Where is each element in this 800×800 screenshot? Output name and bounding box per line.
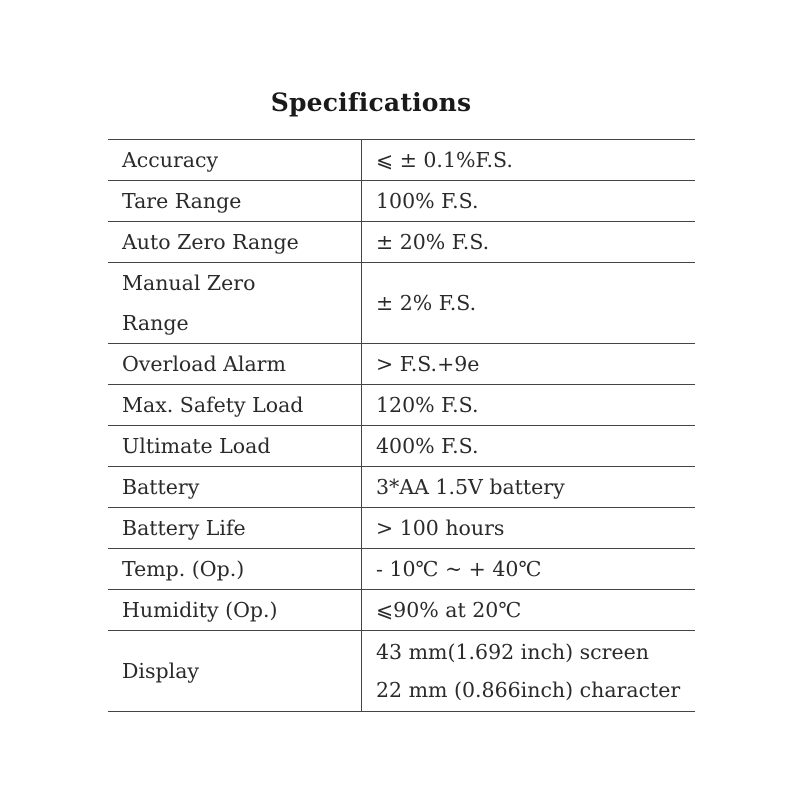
spec-value-auto-zero-range: ± 20% F.S. <box>362 222 696 263</box>
spec-label-line: Manual Zero <box>122 271 256 295</box>
specifications-table <box>108 139 695 712</box>
spec-label-line: Range <box>122 311 189 335</box>
spec-label-auto-zero-range: Auto Zero Range <box>108 222 362 263</box>
spec-value-display <box>362 631 696 712</box>
table-row <box>108 508 695 549</box>
spec-label-tare-range: Tare Range <box>108 181 362 222</box>
spec-value-humidity-op: ⩽90% at 20℃ <box>362 590 696 631</box>
spec-value-tare-range: 100% F.S. <box>362 181 696 222</box>
table-row <box>108 467 695 508</box>
page-title: Specifications <box>270 88 472 117</box>
spec-value-accuracy: ⩽ ± 0.1%F.S. <box>362 140 696 181</box>
spec-value-line: 43 mm(1.692 inch) screen <box>376 640 649 664</box>
table-row <box>108 549 695 590</box>
spec-label-accuracy: Accuracy <box>108 140 362 181</box>
table-row <box>108 140 695 181</box>
spec-value-temp-op: - 10℃ ~ + 40℃ <box>362 549 696 590</box>
spec-label-battery-life: Battery Life <box>108 508 362 549</box>
spec-label-max-safety-load: Max. Safety Load <box>108 385 362 426</box>
spec-value-ultimate-load: 400% F.S. <box>362 426 696 467</box>
table-row <box>108 631 695 712</box>
spec-label-manual-zero-range <box>108 263 362 344</box>
table-row <box>108 263 695 344</box>
table-row <box>108 590 695 631</box>
table-row <box>108 181 695 222</box>
table-row <box>108 222 695 263</box>
spec-label-ultimate-load: Ultimate Load <box>108 426 362 467</box>
spec-label-humidity-op: Humidity (Op.) <box>108 590 362 631</box>
spec-value-overload-alarm: > F.S.+9e <box>362 344 696 385</box>
spec-value-battery: 3*AA 1.5V battery <box>362 467 696 508</box>
spec-value-manual-zero-range: ± 2% F.S. <box>362 263 696 344</box>
spec-value-max-safety-load: 120% F.S. <box>362 385 696 426</box>
spec-value-line: 22 mm (0.866inch) character <box>376 678 681 702</box>
spec-label-battery: Battery <box>108 467 362 508</box>
table-row <box>108 344 695 385</box>
spec-value-battery-life: > 100 hours <box>362 508 696 549</box>
spec-label-display: Display <box>108 631 362 712</box>
spec-label-temp-op: Temp. (Op.) <box>108 549 362 590</box>
table-row <box>108 385 695 426</box>
table-row <box>108 426 695 467</box>
spec-label-overload-alarm: Overload Alarm <box>108 344 362 385</box>
